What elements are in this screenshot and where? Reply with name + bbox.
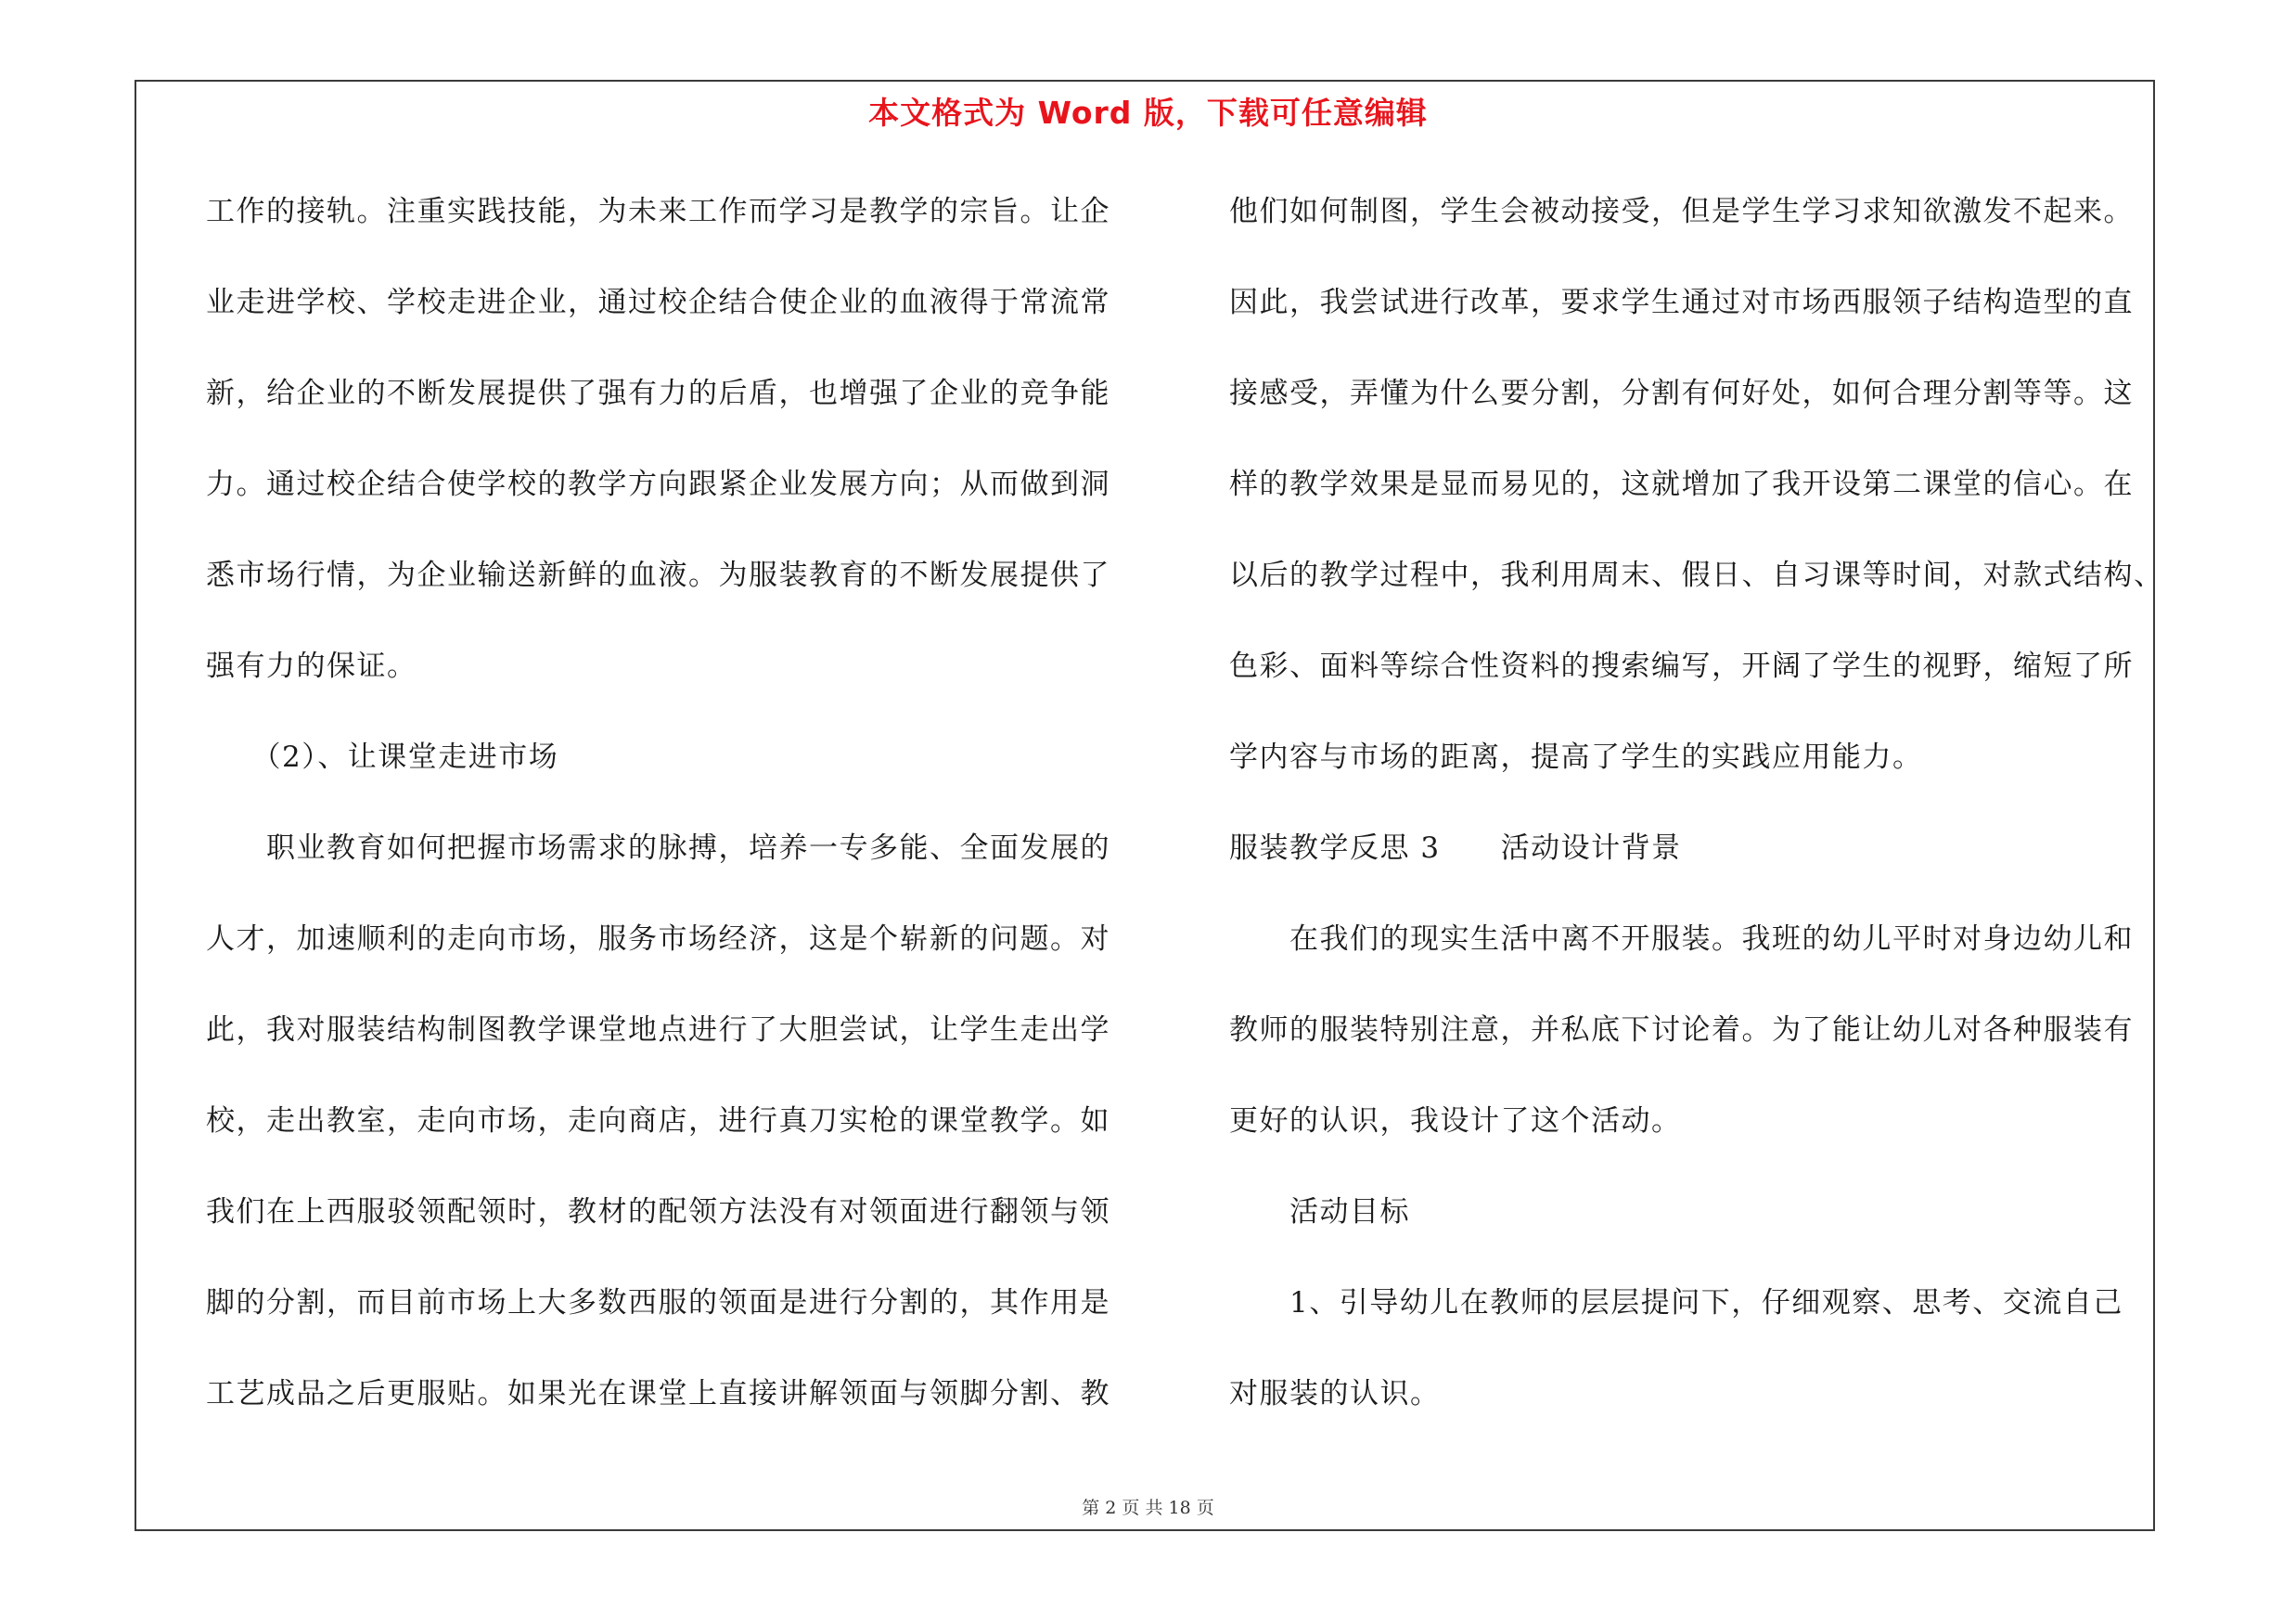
section-heading: （2）、让课堂走进市场 <box>206 741 559 774</box>
text-line: 职业教育如何把握市场需求的脉搏，培养一专多能、全面发展的 <box>206 831 1110 865</box>
text-line: 人才，加速顺利的走向市场，服务市场经济，这是个崭新的问题。对 <box>206 922 1110 956</box>
text-line: 学内容与市场的距离，提高了学生的实践应用能力。 <box>1229 741 1923 774</box>
text-line: 强有力的保证。 <box>206 650 417 683</box>
text-line: 校，走出教室，走向市场，走向商店，进行真刀实枪的课堂教学。如 <box>206 1104 1110 1138</box>
format-banner: 本文格式为 Word 版，下载可任意编辑 <box>868 95 1428 131</box>
text-line: 悉市场行情，为企业输送新鲜的血液。为服装教育的不断发展提供了 <box>206 559 1110 592</box>
text-line: 力。通过校企结合使学校的教学方向跟紧企业发展方向；从而做到洞 <box>206 468 1110 501</box>
section-heading: 服装教学反思 3 活动设计背景 <box>1229 831 1682 865</box>
text-line: 此，我对服装结构制图教学课堂地点进行了大胆尝试，让学生走出学 <box>206 1013 1110 1047</box>
text-line: 我们在上西服驳领配领时，教材的配领方法没有对领面进行翻领与领 <box>206 1195 1110 1229</box>
text-line: 业走进学校、学校走进企业，通过校企结合使企业的血液得于常流常 <box>206 286 1110 319</box>
section-heading: 活动目标 <box>1229 1195 1410 1229</box>
text-line: 更好的认识，我设计了这个活动。 <box>1229 1104 1682 1138</box>
text-line: 工作的接轨。注重实践技能，为未来工作而学习是教学的宗旨。让企 <box>206 195 1110 228</box>
text-line: 在我们的现实生活中离不开服装。我班的幼儿平时对身边幼儿和 <box>1229 922 2134 956</box>
text-line: 工艺成品之后更服贴。如果光在课堂上直接讲解领面与领脚分割、教 <box>206 1377 1110 1410</box>
text-line: 教师的服装特别注意，并私底下讨论着。为了能让幼儿对各种服装有 <box>1229 1013 2134 1047</box>
text-line: 接感受，弄懂为什么要分割，分割有何好处，如何合理分割等等。这 <box>1229 377 2134 410</box>
text-line: 脚的分割，而目前市场上大多数西服的领面是进行分割的，其作用是 <box>206 1286 1110 1320</box>
text-line: 色彩、面料等综合性资料的搜索编写，开阔了学生的视野，缩短了所 <box>1229 650 2134 683</box>
text-line: 样的教学效果是显而易见的，这就增加了我开设第二课堂的信心。在 <box>1229 468 2134 501</box>
page-number: 第 2 页 共 18 页 <box>1082 1498 1214 1518</box>
text-line: 他们如何制图，学生会被动接受，但是学生学习求知欲激发不起来。 <box>1229 195 2134 228</box>
right-column <box>1229 182 2166 1455</box>
text-line: 以后的教学过程中，我利用周末、假日、自习课等时间，对款式结构、 <box>1229 559 2164 592</box>
text-line: 1、引导幼儿在教师的层层提问下，仔细观察、思考、交流自己 <box>1229 1286 2123 1320</box>
text-line: 因此，我尝试进行改革，要求学生通过对市场西服领子结构造型的直 <box>1229 286 2134 319</box>
text-line: 新，给企业的不断发展提供了强有力的后盾，也增强了企业的竞争能 <box>206 377 1110 410</box>
left-column <box>206 182 1134 1455</box>
text-line: 对服装的认识。 <box>1229 1377 1441 1410</box>
